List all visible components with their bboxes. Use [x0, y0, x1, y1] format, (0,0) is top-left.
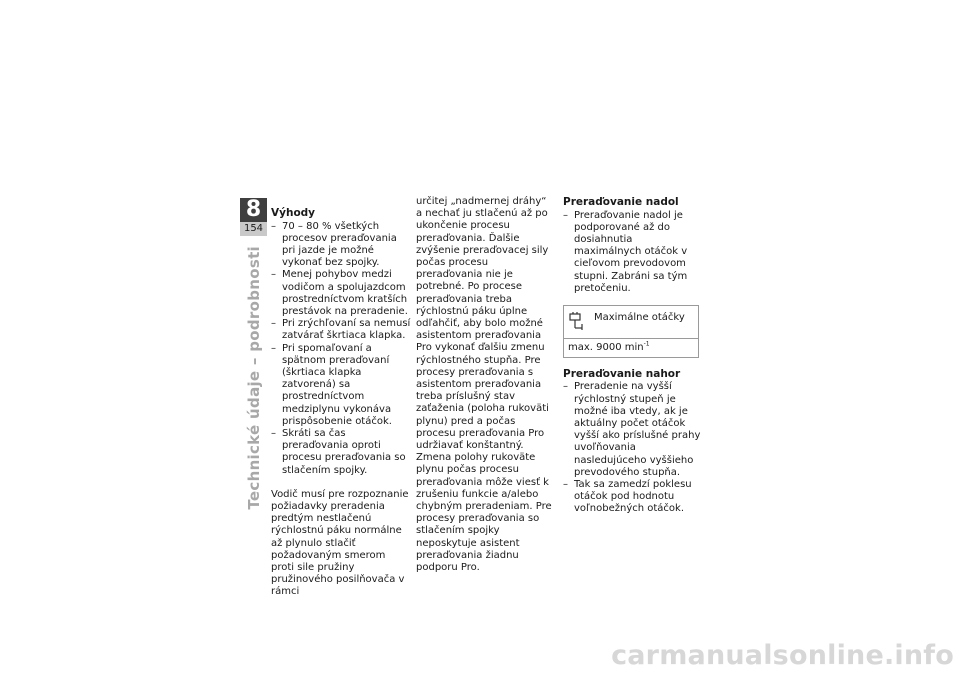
list-item: – Pri spomaľovaní a spätnom preraďovaní (škrtiaca klapka zatvorená) sa prostredníctvom medziplynu vykonáva prispôsobenie otáčok. [271, 343, 411, 428]
list-item: – Preraďovanie nadol je podporované až do dosiahnutia maximálnych otáčok v cieľovom prevodovom stupni. Zabráni sa tým pretočeniu. [563, 210, 701, 295]
downshift-list [563, 210, 701, 295]
chapter-side-title [240, 246, 267, 510]
heading-downshift: Preraďovanie nadol [563, 196, 679, 208]
body-paragraph: určitej „nadmernej dráhy“ a nechať ju stlačenú až po ukončenie procesu preraďovania. Ďalšie zvýšenie preraďovacej sily počas procesu preraďovania nie je potrebné. Po procese preraďovania treba rýchlostnú páku úplne odľahčiť, aby bolo možné asistentom preraďovania Pro vykonať ďalšiu zmenu rýchlostného stupňa. Pre procesy preraďovania s asistentom preraďovania treba príslušný stav zaťaženia (poloha rukoväti plynu) pred a počas procesu preraďovania Pro udržiavať konštantný. Zmena polohy rukoväte plynu počas procesu preraďovania môže viesť k zrušeniu funkcie a/alebo chybným preradeniam. Pre procesy preraďovania so stlačením spojky neposkytuje asistent preraďovania žiadnu podporu Pro. [416, 196, 552, 574]
max-rpm-unit-exponent: -1 [643, 340, 650, 348]
max-rpm-title: Maximálne otáčky [594, 311, 685, 323]
max-rpm-box [563, 305, 699, 358]
column-2 [416, 196, 554, 574]
list-item: – Menej pohybov medzi vodičom a spolujazdcom prostredníctvom kratších prestávok na preradenie. [271, 269, 411, 318]
column-1 [271, 207, 411, 599]
watermark: carmanualsonline.info [611, 640, 954, 671]
page-number: 154 [240, 222, 267, 236]
chapter-side-title-text: Technické údaje – podrobnosti [244, 246, 263, 510]
advantages-list [271, 221, 411, 477]
column-3 [563, 196, 701, 516]
list-item: – 70 – 80 % všetkých procesov preraďovania pri jazde je možné vykonať bez spojky. [271, 221, 411, 270]
max-rpm-value-row [564, 338, 698, 357]
chapter-number: 8 [240, 198, 267, 222]
list-item: – Preradenie na vyšší rýchlostný stupeň je možné iba vtedy, ak je aktuálny počet otáčok vyšší ako príslušné prahy uvoľňovania nasledujúceho vyššieho prevodového stupňa. [563, 381, 701, 479]
max-rpm-box-header [564, 306, 698, 338]
heading-advantages: Výhody [271, 207, 316, 219]
list-item: – Skráti sa čas preraďovania oproti procesu preraďovania so stlačením spojky. [271, 428, 411, 477]
body-paragraph: Vodič musí pre rozpoznanie požiadavky preradenia predtým nestlačenú rýchlostnú páku normálne až plynulo stlačiť požadovaným smerom proti sile pružiny pružinového posilňovača v rámci [271, 488, 409, 598]
list-item: – Tak sa zamedzí poklesu otáčok pod hodnotu voľnobežných otáčok. [563, 479, 701, 516]
engine-speed-icon [568, 311, 588, 331]
heading-upshift: Preraďovanie nahor [563, 367, 681, 380]
list-item: – Pri zrýchľovaní sa nemusí zatvárať škrtiaca klapka. [271, 318, 411, 342]
max-rpm-value: max. 9000 min [568, 341, 644, 353]
upshift-list [563, 381, 701, 515]
